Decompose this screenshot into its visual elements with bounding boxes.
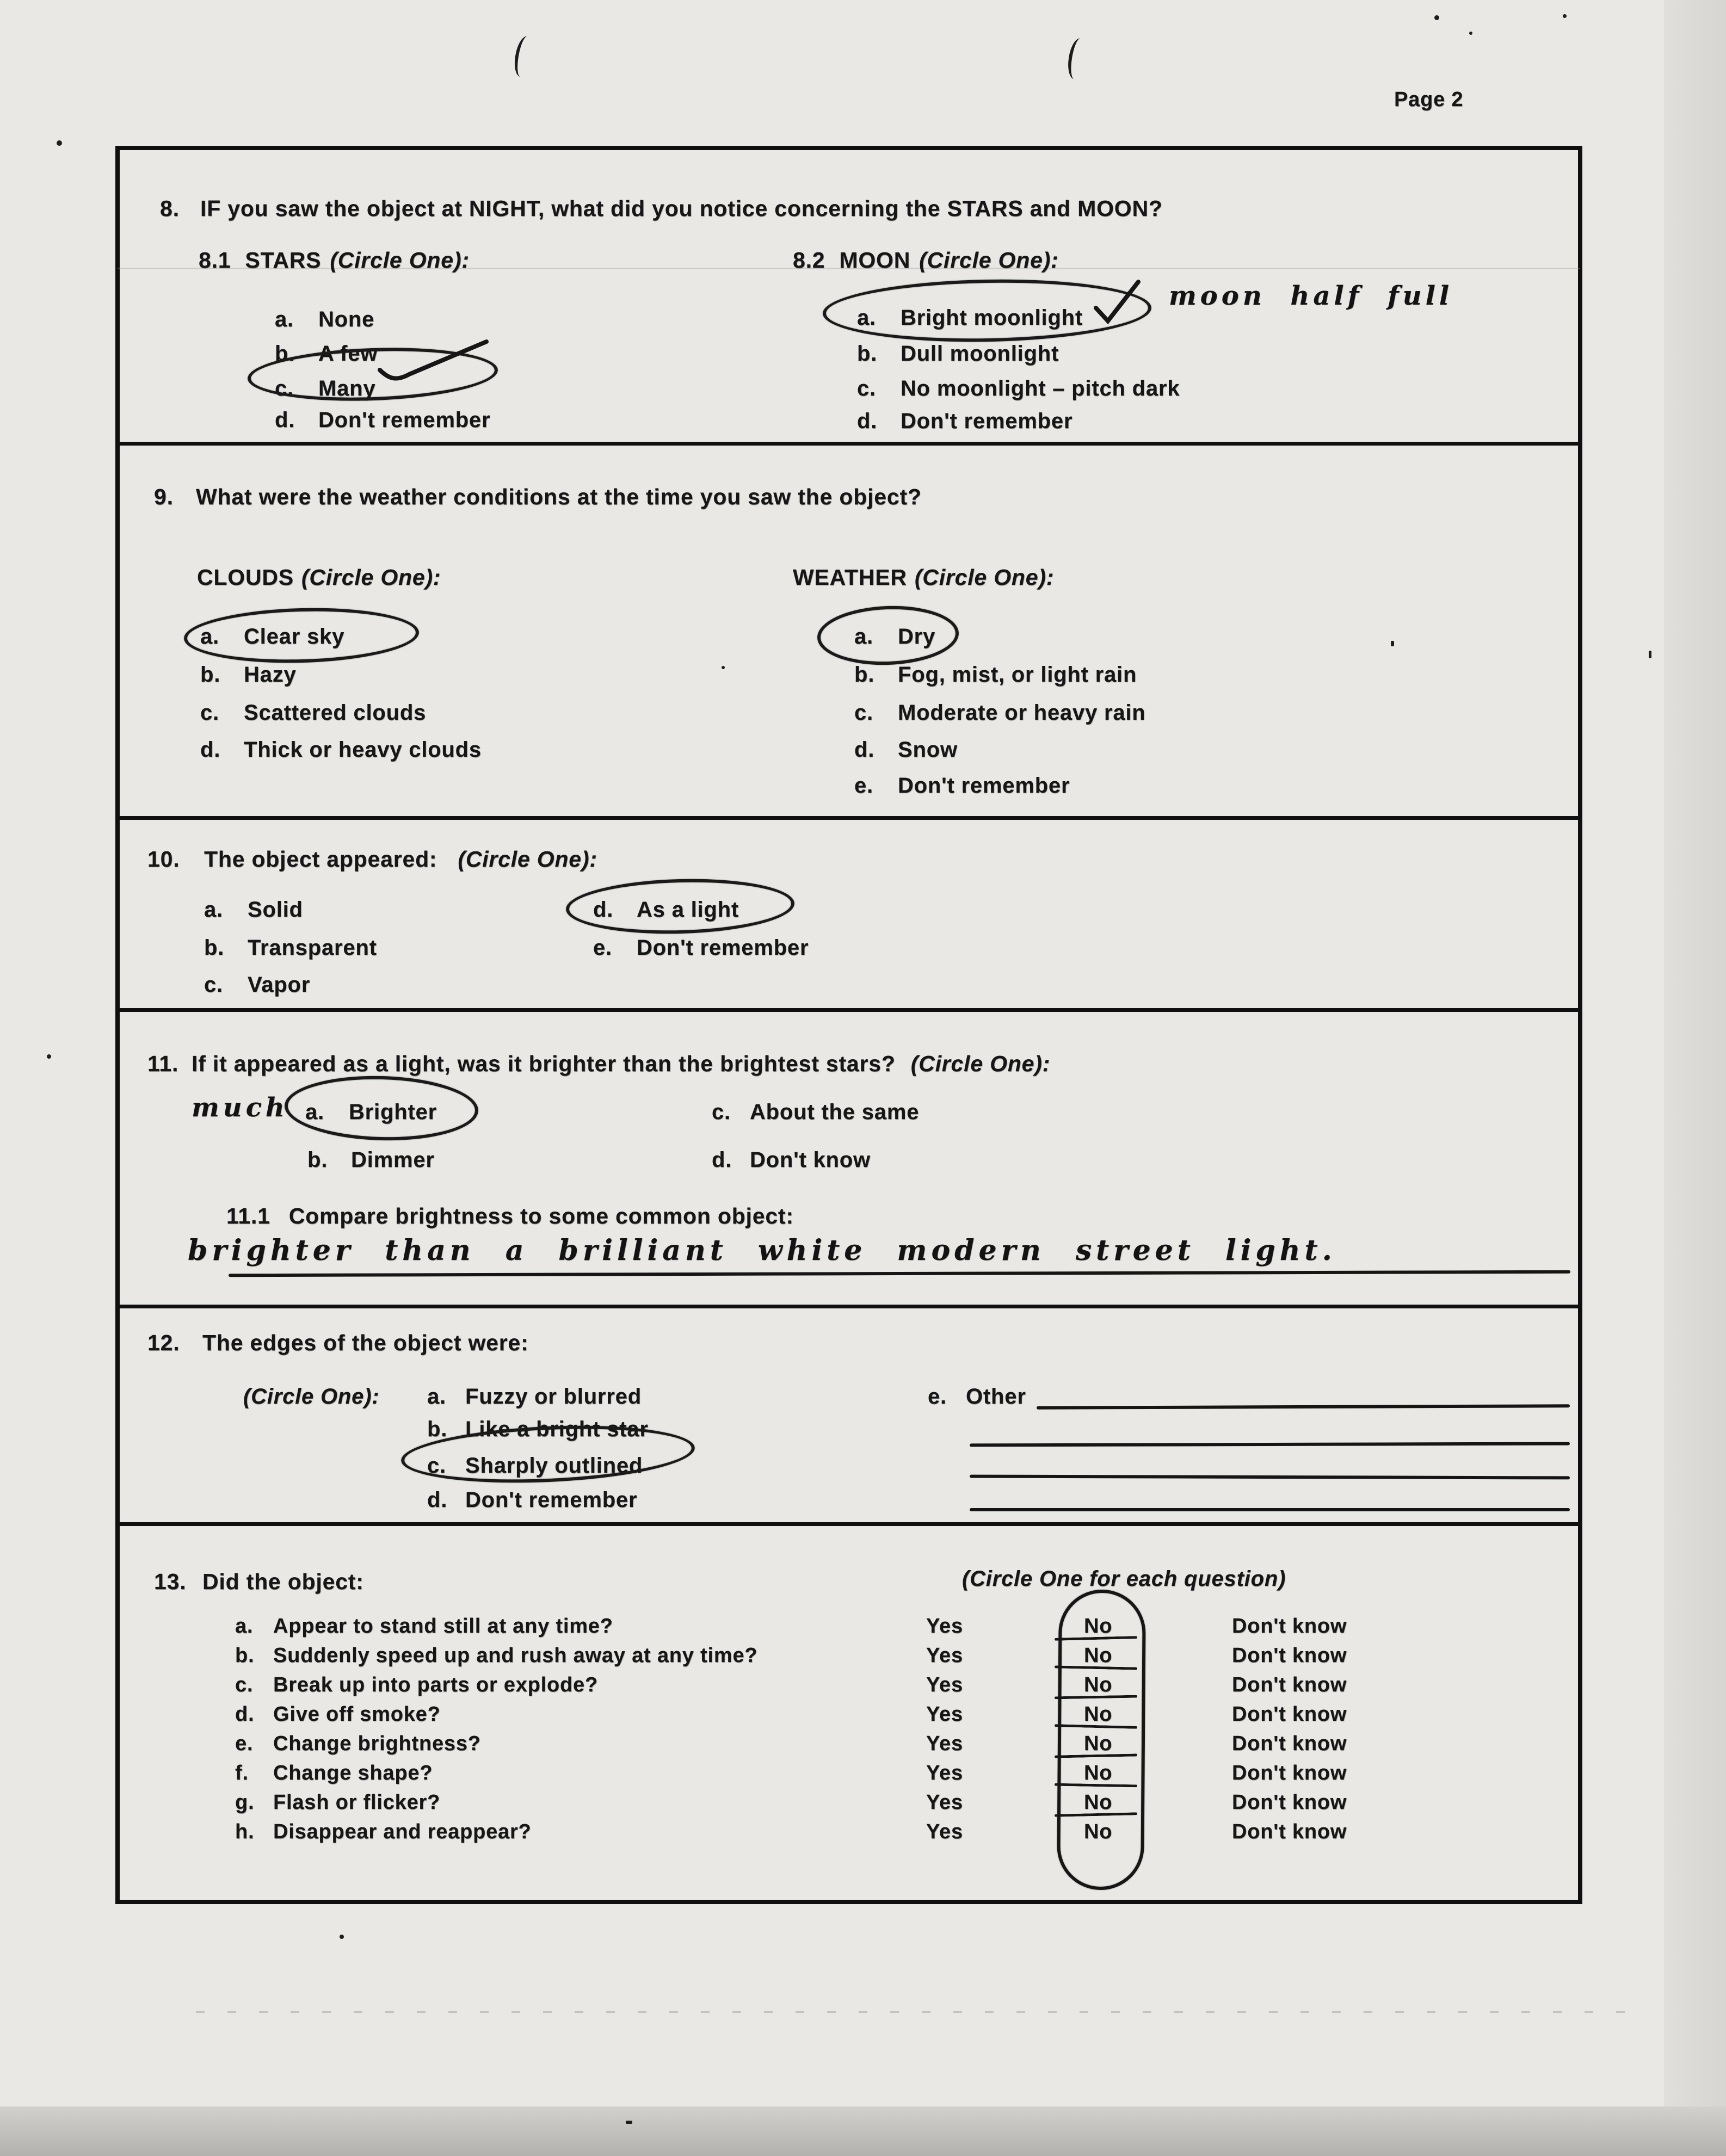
q13-yes-g: Yes <box>926 1791 963 1814</box>
q13-dk-h: Don't know <box>1232 1820 1347 1843</box>
option-text: Thick or heavy clouds <box>244 738 482 762</box>
q11-text: If it appeared as a light, was it brighter than the brightest stars? <box>192 1051 896 1076</box>
q8-moon-option-c <box>857 376 1180 401</box>
q8-2-title: MOON <box>839 248 911 273</box>
q8-text: IF you saw the object at NIGHT, what did you notice concerning the STARS and MOON? <box>200 196 1163 221</box>
circle-annotation-no-column <box>1057 1589 1146 1890</box>
option-letter: a. <box>275 307 294 331</box>
option-text: Don't know <box>750 1148 871 1172</box>
handwritten-answer-brightness: brighter than a brilliant white modern street light. <box>188 1234 1336 1267</box>
scan-speck <box>340 1935 344 1939</box>
q12-text: The edges of the object were: <box>202 1330 529 1355</box>
divider <box>115 816 1582 820</box>
q9-weather-option-c <box>854 701 1146 725</box>
option-text: Hazy <box>244 663 297 687</box>
q8-1-label: 8.1 <box>199 248 231 273</box>
option-text: Break up into parts or explode? <box>273 1673 599 1696</box>
option-letter: c. <box>200 701 219 725</box>
q11-hint: (Circle One): <box>910 1051 1051 1076</box>
page-number: Page 2 <box>1394 88 1464 111</box>
divider <box>115 442 1582 446</box>
q13-no-e: No <box>1084 1732 1113 1755</box>
scan-speck <box>57 140 62 146</box>
q13-dk-a: Don't know <box>1232 1615 1347 1638</box>
scan-speck <box>1649 651 1651 658</box>
option-text: Change shape? <box>273 1762 433 1784</box>
q11-option-b <box>307 1148 435 1172</box>
option-text: Scattered clouds <box>244 701 427 725</box>
q12-hint: (Circle One): <box>243 1385 380 1408</box>
option-letter: f. <box>235 1762 249 1784</box>
q12-option-e-other <box>928 1385 1026 1409</box>
q13-no-b: No <box>1084 1644 1113 1667</box>
option-letter: e. <box>235 1732 254 1755</box>
option-letter: d. <box>857 409 878 433</box>
option-text: Appear to stand still at any time? <box>273 1615 613 1638</box>
q13-yes-d: Yes <box>926 1703 963 1726</box>
q13-row-e <box>235 1732 481 1756</box>
q8-1-title: STARS <box>245 248 322 273</box>
scan-speck <box>47 1054 51 1059</box>
option-text: Like a bright star <box>465 1417 649 1441</box>
option-text: Flash or flicker? <box>273 1791 441 1814</box>
option-text: Clear sky <box>244 625 345 648</box>
option-letter: c. <box>712 1100 731 1124</box>
option-letter: d. <box>854 738 875 762</box>
q8-number: 8. <box>160 196 180 221</box>
option-letter: c. <box>275 376 294 400</box>
q13-row-h <box>235 1820 532 1844</box>
option-letter: d. <box>200 738 221 762</box>
option-letter: e. <box>854 774 873 798</box>
option-text: Dimmer <box>351 1148 435 1172</box>
q11-option-c <box>712 1100 919 1125</box>
option-text: Suddenly speed up and rush away at any time? <box>273 1644 758 1667</box>
q13-row-f <box>235 1762 433 1785</box>
q13-no-a: No <box>1084 1615 1113 1638</box>
option-letter: a. <box>200 625 219 648</box>
scan-stray-mark <box>1065 37 1089 81</box>
option-letter: c. <box>854 701 873 725</box>
option-text: Don't remember <box>318 408 491 432</box>
q13-dk-c: Don't know <box>1232 1673 1347 1696</box>
q11-1-heading <box>226 1203 794 1229</box>
option-text: A few <box>318 342 378 366</box>
option-text: Sharply outlined <box>465 1454 643 1478</box>
option-letter: a. <box>235 1615 254 1638</box>
q13-hint: (Circle One for each question) <box>962 1567 1286 1591</box>
q9-clouds-heading <box>197 565 441 590</box>
option-text: Give off smoke? <box>273 1703 441 1726</box>
q13-yes-e: Yes <box>926 1732 963 1755</box>
option-text: Fog, mist, or light rain <box>898 663 1137 687</box>
option-letter: a. <box>857 306 876 330</box>
option-text: Vapor <box>248 973 311 997</box>
q13-row-b <box>235 1644 757 1667</box>
option-letter: c. <box>235 1673 254 1696</box>
q13-no-h: No <box>1084 1820 1113 1843</box>
q11-1-label: 11.1 <box>226 1203 270 1228</box>
option-text: Don't remember <box>901 409 1073 433</box>
option-text: Don't remember <box>637 936 809 960</box>
option-letter: c. <box>427 1454 446 1478</box>
q13-number: 13. <box>154 1569 187 1594</box>
q9-weather-hint: (Circle One): <box>914 565 1055 590</box>
option-text: None <box>318 307 375 331</box>
option-letter: b. <box>854 663 875 687</box>
option-text: Other <box>966 1385 1026 1408</box>
option-letter: e. <box>928 1385 947 1408</box>
q11-option-d <box>712 1148 871 1172</box>
q8-1-hint: (Circle One): <box>330 248 470 273</box>
q10-number: 10. <box>147 847 180 872</box>
q10-option-c <box>204 973 310 997</box>
scan-stray-mark <box>512 35 537 78</box>
q13-no-g: No <box>1084 1791 1113 1814</box>
scan-speck <box>1391 641 1394 646</box>
option-letter: a. <box>854 625 873 648</box>
q8-stars-option-d <box>275 408 490 433</box>
q10-heading <box>204 847 597 872</box>
option-text: No moonlight – pitch dark <box>901 376 1180 400</box>
q13-no-d: No <box>1084 1703 1113 1726</box>
q13-yes-h: Yes <box>926 1820 963 1843</box>
check-icon <box>1090 276 1145 331</box>
q9-weather-option-e <box>854 774 1070 798</box>
other-blank-line <box>970 1508 1570 1511</box>
option-text: About the same <box>750 1100 920 1124</box>
option-text: Fuzzy or blurred <box>465 1385 642 1408</box>
scan-speck <box>722 666 725 669</box>
q8-2-label: 8.2 <box>793 248 825 273</box>
q9-weather-option-d <box>854 738 958 762</box>
q10-option-b <box>204 936 377 960</box>
scan-speck <box>1469 32 1472 35</box>
q11-1-text: Compare brightness to some common object: <box>288 1203 794 1228</box>
option-text: Snow <box>898 738 958 762</box>
q8-moon-option-b <box>857 342 1059 366</box>
q12-number: 12. <box>147 1330 180 1355</box>
option-letter: e. <box>593 936 612 960</box>
q13-yes-c: Yes <box>926 1673 963 1696</box>
q13-dk-e: Don't know <box>1232 1732 1347 1755</box>
q10-text: The object appeared: <box>204 847 437 872</box>
scan-speck <box>1563 14 1567 18</box>
option-letter: b. <box>857 342 878 366</box>
q8-stars-option-a <box>275 307 374 332</box>
option-letter: a. <box>427 1385 446 1408</box>
option-letter: b. <box>427 1417 448 1441</box>
q11-heading <box>192 1051 1050 1077</box>
q10-option-a <box>204 898 303 922</box>
q13-dk-f: Don't know <box>1232 1762 1347 1784</box>
q9-clouds-option-b <box>200 663 297 687</box>
option-letter: d. <box>593 898 614 922</box>
divider <box>115 1008 1582 1012</box>
q12-option-d <box>427 1488 637 1512</box>
scan-edge-shading <box>1664 0 1726 2156</box>
option-text: Brighter <box>349 1100 437 1124</box>
option-letter: c. <box>857 376 876 400</box>
q13-no-f: No <box>1084 1762 1113 1784</box>
q8-moon-option-d <box>857 409 1072 434</box>
option-letter: d. <box>235 1703 255 1726</box>
q13-text: Did the object: <box>202 1569 364 1594</box>
q9-weather-option-b <box>854 663 1137 687</box>
q10-hint: (Circle One): <box>458 847 597 872</box>
q9-weather-heading <box>793 565 1054 590</box>
option-text: Dry <box>898 625 936 648</box>
option-text: Bright moonlight <box>901 306 1083 330</box>
option-letter: h. <box>235 1820 255 1843</box>
option-text: Disappear and reappear? <box>273 1820 532 1843</box>
q13-row-g <box>235 1791 440 1814</box>
q13-yes-a: Yes <box>926 1615 963 1638</box>
scan-speck <box>1434 15 1439 20</box>
option-letter: d. <box>427 1488 448 1512</box>
option-letter: d. <box>712 1148 732 1172</box>
handwritten-note-much: much <box>192 1092 288 1123</box>
q13-yes-b: Yes <box>926 1644 963 1667</box>
q13-row-c <box>235 1673 598 1697</box>
option-letter: c. <box>204 973 223 997</box>
q9-clouds-option-c <box>200 701 426 725</box>
q9-number: 9. <box>154 484 174 509</box>
option-letter: d. <box>275 408 295 432</box>
q13-yes-f: Yes <box>926 1762 963 1784</box>
option-text: Solid <box>248 898 303 922</box>
option-text: As a light <box>637 898 739 922</box>
option-letter: b. <box>307 1148 328 1172</box>
option-letter: b. <box>204 936 225 960</box>
handwritten-note-moon: moon half full <box>1169 281 1453 311</box>
option-text: Many <box>318 376 376 400</box>
option-text: Dull moonlight <box>901 342 1059 366</box>
option-text: Don't remember <box>465 1488 638 1512</box>
q10-option-e <box>593 936 809 960</box>
q13-no-c: No <box>1084 1673 1113 1696</box>
q13-dk-d: Don't know <box>1232 1703 1347 1726</box>
q9-text: What were the weather conditions at the time you saw the object? <box>196 484 922 509</box>
q8-2-heading <box>793 248 1059 273</box>
option-letter: a. <box>204 898 223 922</box>
q9-clouds-option-d <box>200 738 482 762</box>
q13-dk-b: Don't know <box>1232 1644 1347 1667</box>
q11-number: 11. <box>147 1051 179 1076</box>
scan-bottom-shading <box>0 2106 1726 2156</box>
option-text: Moderate or heavy rain <box>898 701 1146 725</box>
option-letter: b. <box>235 1644 255 1667</box>
q12-option-a <box>427 1385 642 1409</box>
divider <box>115 1305 1582 1308</box>
option-text: Don't remember <box>898 774 1070 798</box>
q8-2-hint: (Circle One): <box>919 248 1059 273</box>
q9-weather-title: WEATHER <box>793 565 907 590</box>
q13-row-a <box>235 1615 613 1638</box>
scan-artifact-smudge <box>196 2011 1632 2013</box>
q13-dk-g: Don't know <box>1232 1791 1347 1814</box>
option-text: Transparent <box>248 936 377 960</box>
scan-speck <box>626 2121 632 2124</box>
q9-clouds-title: CLOUDS <box>197 565 294 590</box>
option-text: Change brightness? <box>273 1732 481 1755</box>
q13-row-d <box>235 1703 441 1726</box>
option-letter: a. <box>305 1100 324 1124</box>
divider <box>115 1522 1582 1526</box>
check-icon <box>375 335 492 388</box>
q9-clouds-hint: (Circle One): <box>301 565 441 590</box>
option-letter: b. <box>200 663 221 687</box>
option-letter: g. <box>235 1791 255 1814</box>
option-letter: b. <box>275 342 295 366</box>
q8-1-heading <box>199 248 470 273</box>
